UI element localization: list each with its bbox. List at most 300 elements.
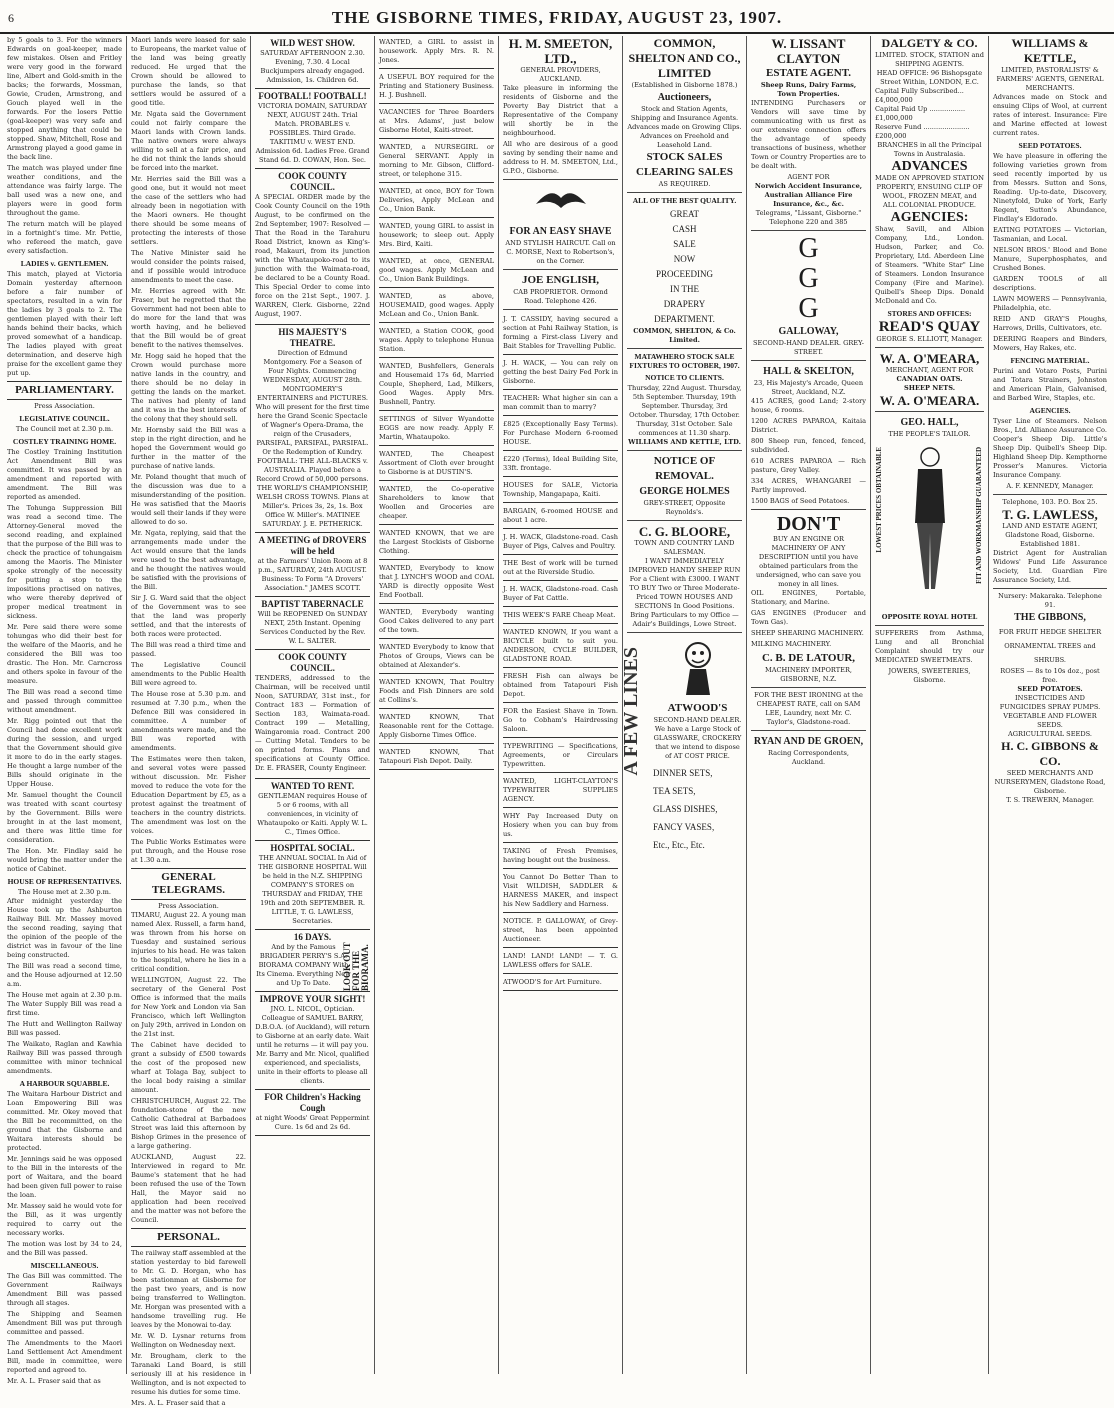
- article-paragraph: The return match will be played in a fortnight's time. Mr. Pettie, who refereed the match, gave every satisfaction.: [7, 220, 122, 255]
- classified-ad: TEACHER: What higher sin can a man commit than to marry?: [503, 392, 618, 416]
- classified-ad: FRESH Fish can always be obtained from Tatapouri Fish Depot.: [503, 670, 618, 703]
- article-paragraph: The Bill was read a second time and passed through committee without amendment.: [7, 688, 122, 714]
- classified-ad: WANTED Everybody to know that Photos of Groups, Views can be obtained at Alexander's.: [379, 641, 494, 674]
- advertisement-biorama: [255, 930, 370, 992]
- article-paragraph: The Amendments to the Maori Land Settlement Act Amendment Bill, made in committee, were reported and agreed to.: [7, 1339, 122, 1374]
- great-cash-word: NOW: [673, 254, 696, 264]
- classified-ad: ATWOOD'S for Art Furniture.: [503, 976, 618, 991]
- column-8: [871, 36, 989, 1374]
- section-heading: A HARBOUR SQUABBLE.: [19, 1079, 110, 1088]
- article-paragraph: Mr. Samuel thought the Council was treated with scant courtesy by the Government. Bills were brought in at the last moment, and there was little time for consideration.: [7, 791, 122, 844]
- paid-line: Capital Paid Up .................£1,000,000: [875, 105, 966, 122]
- nursery-line: Nursery: Makaraka. Telephone 91.: [998, 592, 1102, 609]
- atwood-body: We have a Large Stock of GLASSWARE, CROCKERY that we intend to dispose of AT COST PRICE.: [653, 725, 742, 760]
- ad-body: at the Farmers' Union Room at 8 p.m., SATURDAY, 24th AUGUST. Business: To Form "A Drovers' Association." JAMES SCOTT.: [257, 557, 368, 592]
- article-paragraph: The Estimates were then taken, and several votes were passed without discussion. Mr. Fisher moved to reduce the vote for the Education Department by £5, as a protest against the treatment of teachers in the country districts. The amendment was lost on the voices.: [131, 755, 246, 835]
- classified-list: [503, 313, 618, 991]
- section-heading: MISCELLANEOUS.: [30, 1261, 99, 1270]
- bird-illustration-icon: [531, 184, 591, 220]
- seed-potatoes-line: SEED POTATOES.: [1017, 685, 1083, 693]
- divider: [875, 411, 984, 412]
- biorama-vertical-text: LOOK OUT FOR THE BIORAMA.: [342, 942, 370, 991]
- columns: [3, 36, 1111, 1407]
- williams-kettle-line: WILLIAMS AND KETTLE, LTD.: [628, 438, 741, 446]
- product-line: GARDEN TOOLS of all descriptions.: [993, 275, 1107, 292]
- notice-removal-title: NOTICE OF REMOVAL.: [653, 455, 716, 482]
- land-price-list: [751, 397, 866, 506]
- classified-ad: VACANCIES for Three Boarders at Mrs. Adams', just below Gisborne Hotel, Kaiti-street.: [379, 106, 494, 139]
- lissant-clayton-title: W. LISSANT CLAYTON: [771, 36, 846, 66]
- land-price-item: 800 Sheep run, fenced, fenced, subdivided.: [751, 437, 866, 454]
- advertisement: [255, 992, 370, 1090]
- classified-ad: WANTED, at once, BOY for Town Deliveries, Apply McLean and Co., Union Bank.: [379, 185, 494, 218]
- article-paragraph: The Shipping and Seamen Amendment Bill was put through committee and passed.: [7, 1310, 122, 1336]
- classified-ad: J. T. CASSIDY, having secured a section at Pahi Railway Station, is forming a First-class Livery and Bait Stables for Travelling Public.: [503, 313, 618, 355]
- classified-ad: FOR the Easiest Shave in Town. Go to Cobham's Hairdressing Saloon.: [503, 705, 618, 738]
- classified-ad: THE Best of work will be turned out at the Riverside Studio.: [503, 557, 618, 581]
- machinery-line: OIL ENGINES, Portable, Stationary, and Marine.: [751, 589, 866, 606]
- advertisement: [255, 650, 370, 779]
- advertisement: [255, 597, 370, 650]
- classified-ad: J. H. WACK, — You can rely on getting the best Dairy Fed Pork in Gisborne.: [503, 357, 618, 390]
- dont-heading: DON'T: [776, 513, 841, 535]
- article-paragraph: Mr. Herries agreed with Mr. Fraser, but he regretted that the Government had not been able to do more for the land that was worth having, and he believed that the Bill would be of great benefit to the natives themselves.: [131, 287, 246, 349]
- newspaper-title: THE GISBORNE TIMES, FRIDAY, AUGUST 23, 1907.: [331, 8, 783, 27]
- press-association-line: Press Association.: [34, 402, 95, 410]
- galloway-g-letters: G G G: [798, 233, 819, 324]
- article-paragraph: Mr. Herries said the Bill was a good one, but it would not meet the case of the settlers who had already been in negotiation with the Maori owners. He thought there should be some means of protecting the interests of those settlers.: [131, 175, 246, 246]
- lawless-title: T. G. LAWLESS,: [1002, 507, 1098, 522]
- ad-title: COOK COUNTY COUNCIL.: [278, 652, 347, 673]
- omeara-sub: MERCHANT, AGENT FOR: [885, 366, 974, 374]
- clearing-sales-heading: CLEARING SALES: [636, 166, 733, 178]
- shave-body: AND STYLISH HAIRCUT. Call on C. MORSE, Next to Robertson's, on the Corner.: [505, 239, 616, 265]
- matawhero-clients: NOTICE TO CLIENTS.: [645, 373, 724, 382]
- divider: [751, 360, 866, 361]
- advertisement: [255, 169, 370, 325]
- ad-title: WANTED TO RENT.: [270, 781, 355, 791]
- agricultural-seeds-line: AGRICULTURAL SEEDS.: [1007, 730, 1092, 738]
- classified-ad: WANTED, young GIRL to assist in housework; to sleep out. Apply Mrs. Bird, Kaiti.: [379, 220, 494, 253]
- dont-body: BUY AN ENGINE OR MACHINERY OF ANY DESCRIPTION until you have obtained particulars from the undersigned, who can save you money in all lines.: [756, 535, 861, 588]
- reserve-line: Reserve Fund ......................£200,000: [875, 123, 970, 140]
- divider: [751, 509, 866, 510]
- classified-ad: TAKING of Fresh Premises, having bought out the business.: [503, 845, 618, 869]
- column-9: [989, 36, 1111, 1374]
- seed-heading: SEED POTATOES.: [1018, 141, 1082, 150]
- section-heading-general-telegrams: GENERAL TELEGRAMS.: [131, 868, 246, 900]
- section-heading: HOUSE OF REPRESENTATIVES.: [7, 877, 122, 886]
- article-paragraph: The Bill was read a third time and passed.: [131, 641, 246, 658]
- stock-sales-heading: STOCK SALES: [646, 151, 723, 163]
- article-paragraph: Mr. Ngata, replying, said that the arrangements made under the Act would ensure that the lands were used to the best advantage, and he thought the natives would be satisfied with the provisions of the Bill.: [131, 529, 246, 591]
- divider: [751, 230, 866, 231]
- galloway-sub: SECOND-HAND DEALER. GREY-STREET.: [753, 339, 864, 356]
- estate-sub: Sheep Runs, Dairy Farms, Town Properties.: [760, 81, 857, 98]
- great-cash-word: PROCEEDING: [655, 269, 713, 279]
- product-line: LAWN MOWERS — Pennsylvania, Philadelphia, etc.: [993, 295, 1107, 312]
- stores-heading: STORES AND OFFICES:: [887, 309, 972, 318]
- ad-title: FOR Children's Hacking Cough: [264, 1092, 361, 1113]
- ad-title: HOSPITAL SOCIAL.: [270, 843, 355, 853]
- article-paragraph: Mr. A. L. Fraser said that as: [7, 1377, 101, 1385]
- norwich-line: Norwich Accident Insurance,: [754, 182, 863, 190]
- atwood-line: TEA SETS,: [653, 786, 696, 796]
- classified-ad: WANTED KNOWN, If you want a BICYCLE built to suit you. ANDERSON, CYCLE BUILDER, GLADSTONE ROAD.: [503, 626, 618, 668]
- geo-hall-title: GEO. HALL,: [900, 417, 959, 428]
- lowest-prices-vertical: LOWEST PRICES OBTAINABLE: [875, 447, 883, 553]
- advertisement: [255, 89, 370, 169]
- omeara-footer: W. A. O'MEARA.: [879, 393, 980, 408]
- divider: [503, 179, 618, 180]
- column-7: [747, 36, 871, 1374]
- smeeton-sub: GENERAL PROVIDERS, AUCKLAND.: [520, 66, 601, 83]
- atwood-line: FANCY VASES,: [653, 822, 715, 832]
- classified-ad: WANTED, as above, HOUSEMAID, good wages. Apply McLean and Co., Union Bank.: [379, 290, 494, 323]
- smeeton-body: Take pleasure in informing the residents of Gisborne and the Poverty Bay District that a Representative of the Company will shortly be in the neighbourhood.: [503, 84, 618, 137]
- classified-ad: WANTED, a NURSEGIRL or General SERVANT. Apply in morning to Mr. Gibson, Clifford-street, or telephone 315.: [379, 141, 494, 183]
- article-paragraph: The Hutt and Wellington Railway Bill was passed.: [7, 1020, 122, 1037]
- subheading: The Council met at 2.30 p.m.: [15, 425, 114, 433]
- article-paragraph: The Gas Bill was committed. The Government Railways Amendment Bill was passed through all stages.: [7, 1272, 122, 1307]
- classified-ad: J. H. WACK, Gladstone-road. Cash Buyer of Pigs, Calves and Poultry.: [503, 531, 618, 555]
- ad-body: JNO. L. NICOL, Optician. Colleague of SAMUEL BARRY, D.B.O.A. (of Auckland), will return to Gisborne at an early date. Wait until he returns — it will pay you. Mr. Barry and Mr. Nicol, qualified experienced, and specialists, unite in their efforts to please all clients.: [255, 1005, 370, 1085]
- great-cash-word: DRAPERY: [663, 299, 706, 309]
- quality-line: ALL OF THE BEST QUALITY.: [632, 196, 737, 205]
- article-paragraph: Mr. Rigg pointed out that the Council had done excellent work during the session, and urged that the Government should give it more to do in the early stages. He thought a large number of the Bills should originate in the Upper House.: [7, 717, 122, 788]
- ad-title: FOOTBALL! FOOTBALL!: [258, 91, 367, 101]
- advertisement: [255, 841, 370, 930]
- article-paragraph: AUCKLAND, August 22. Interviewed in regard to Mr. Baume's statement that he had been refused the use of the Town Hall, the Mayor said no application had been received and the matter was not before the Council.: [131, 1153, 246, 1224]
- atwood-ad: [620, 637, 742, 937]
- smeeton-name: H. M. SMEETON, LTD.,: [508, 36, 613, 66]
- ad-body: Direction of Edmund Montgomery. For a Season of Four Nights. Commencing WEDNESDAY, AUGUST 28th. MONTGOMERY'S ENTERTAINERS and PICTURES. Who will present for the first time here the Grand Scenic Spectacle of Wagner's Opera-Drama, the reign of the Crusaders, PARSIFAL, PARSIFAL, PARSIFAL. Or the Redemption of Kundry. FOOTBALL: THE ALL-BLACKS v. AUSTRALIA. Played before a Record Crowd of 50,000 persons. THE WORLD'S CHAMPIONSHIP, WELSH CROSS TOWNS. Plans at Miller's. Prices 3s, 2s, 1s. Box Office W. Miller's. MATINEE SATURDAY. J. E. PETHERICK.: [255, 349, 370, 528]
- machinery-line: MILKING MACHINERY.: [751, 640, 832, 648]
- divider: [627, 192, 742, 193]
- williams-kettle-sub: LIMITED, PASTORALISTS' & FARMERS' AGENTS, GENERAL MERCHANTS.: [996, 66, 1104, 92]
- canadian-oats: CANADIAN OATS.: [896, 375, 963, 383]
- great-cash-word: IN THE: [669, 284, 700, 294]
- english-body: CAB PROPRIETOR. Ormond Road. Telephone 426.: [513, 288, 608, 305]
- product-line: NELSON BROS.' Blood and Bone Manure, Superphosphates, and Crushed Bones.: [993, 246, 1107, 272]
- ad-body: GENTLEMAN requires House of 5 or 6 rooms, with all conveniences, in vicinity of Whataupoko or Kaiti. Apply W. L. C., Times Office.: [257, 792, 368, 836]
- geo-hall-sub: THE PEOPLE'S TAILOR.: [888, 430, 971, 438]
- classified-ad: £825 (Exceptionally Easy Terms). For Purchase Modern 6-roomed HOUSE.: [503, 418, 618, 451]
- a-few-lines-vertical: A FEW LINES: [620, 647, 642, 776]
- holmes-name: GEORGE HOLMES: [639, 486, 730, 497]
- reads-quay-heading: READ'S QUAY: [878, 319, 981, 335]
- omeara-title: W. A. O'MEARA,: [879, 351, 980, 366]
- divider: [627, 348, 742, 349]
- great-cash-sale-list: [627, 207, 742, 327]
- hc-gibbons-sub: SEED MERCHANTS AND NURSERYMEN, Gladstone Road, Gisborne.: [994, 769, 1106, 795]
- article-paragraph: TIMARU, August 22. A young man named Alex. Russell, a farm hand, was thrown from his horse on Tuesday and sustained serious injuries to his head. He was taken to the hospital, where he lies in a critical condition.: [131, 911, 246, 973]
- asthma-ad: SUFFERERS from Asthma, Lung and all Bronchial Complaint should try our MEDICATED SWEETMEATS.: [875, 629, 984, 664]
- section-heading-parliamentary: PARLIAMENTARY.: [7, 381, 122, 400]
- classified-ad: WANTED, a Station COOK, good wages. Apply to telephone Hunua Station.: [379, 325, 494, 358]
- galloway-title: GALLOWAY,: [778, 326, 839, 337]
- matawhero-body: Thursday, 22nd August. Thursday, 5th September. Thursday, 19th September. Thursday, 3rd October. Thursday, 17th October. Thursday, 31st October. Sale commences at 11.30 sharp.: [627, 384, 742, 437]
- agencies-body: Tyser Line of Steamers. Nelson Bros., Ltd. Alliance Assurance Co. Cooper's Sheep Dip. Little's Sheep Dip. Quibell's Sheep Dip. Highland Sheep Dip. Kempthorne Prosser's Manures. Victoria Insurance Company.: [993, 417, 1107, 479]
- fruit-trees-line: FOR FRUIT HEDGE SHELTER ORNAMENTAL TREES and SHRUBS.: [998, 628, 1102, 664]
- tailor-ad: [875, 443, 984, 613]
- telegrams-line: Telegrams, "Lissant, Gisborne." Telephone 220 and 385: [755, 209, 862, 226]
- subheading: The House met at 2.30 p.m.: [17, 888, 111, 896]
- ad-body: And by the Famous BRIGADIER PERRY'S S.A. BIORAMA COMPANY With Its Cinema. Everything New and Up To Date.: [256, 943, 351, 987]
- ryan-degroen-sub: Racing Correspondents, Auckland.: [768, 749, 849, 766]
- article-paragraph: Mr. Brougham, clerk to the Taranaki Land Board, is still seriously ill at his residence in Wellington, and is not expected to resume his duties for some time.: [131, 1352, 246, 1396]
- article-paragraph: Sir J. G. Ward said that the object of the Government was to see that the land was properly settled, and that the interests of both races were protected.: [131, 594, 246, 638]
- ad-body: Will be REOPENED On SUNDAY NEXT, 25th Instant. Opening Services Conducted by the Rev. W. L. SALTER.: [257, 610, 368, 645]
- established-line: (Established in Gisborne 1878.): [631, 81, 738, 89]
- article-paragraph: The match was played under fine weather conditions, and the attendance was fairly large. The ball used was a new one, and players were in good form throughout the game.: [7, 164, 122, 217]
- common-shelton-footer: COMMON, SHELTON, & Co. Limited.: [633, 327, 736, 344]
- fencing-body: Purini and Votaro Posts, Purini and Totara Strainers, Johnston and American Plain, Galvanised, and Barbed Wire, Staples, etc.: [993, 367, 1107, 402]
- lawless-sub: LAND AND ESTATE AGENT, Gladstone Road, Gisborne. Established 1881.: [1002, 522, 1098, 548]
- classified-ad: J. H. WACK, Gladstone-road. Cash Buyer of Fat Cattle.: [503, 583, 618, 607]
- section-heading: LEGISLATIVE COUNCIL.: [19, 414, 110, 423]
- article-paragraph: by 5 goals to 3. For the winners Edwards on goal-keeper, made few mistakes. Olsen and Fritley were very good in the forward line, Albert and Gold-smith in the backs; the forwards, Mossman, Gowie, Cruden, Armstrong, and Gouch played well in the forwards. For the losers Pettie (goal-keeper) was very safe and stopped anything that could be stopped. Shaw, Mitchell, Rose and Armstrong played a good game in the back line.: [7, 36, 122, 161]
- common-shelton-title: COMMON, SHELTON AND CO., LIMITED: [628, 36, 741, 80]
- classified-ad: £220 (Terms), Ideal Building Site, 33ft. frontage.: [503, 453, 618, 477]
- divider: [993, 494, 1107, 495]
- classified-ad: WANTED, Everybody to know that J. LYNCH'S WOOD and COAL YARD is directly opposite West End Football.: [379, 562, 494, 604]
- column-6: [620, 36, 747, 1374]
- classified-ad: WANTED, the Co-operative Shareholders to know that Woollen and Groceries are cheaper.: [379, 483, 494, 525]
- article-paragraph: The Bill was read a second time, and the House adjourned at 12.50 a.m.: [7, 962, 122, 988]
- article-paragraph: The Waikato, Raglan and Kawhia Railway Bill was passed through committee with minor technical amendments.: [7, 1040, 122, 1075]
- ad-body: at night Woods' Great Peppermint Cure. 1s 6d and 2s 6d.: [255, 1114, 370, 1131]
- classified-ad: SETTINGS of Silver Wyandotte EGGS are now ready. Apply F. Martin, Whataupoko.: [379, 413, 494, 446]
- ad-title: COOK COUNTY COUNCIL.: [278, 171, 347, 192]
- classified-list: [379, 36, 494, 770]
- agent-for: AGENT FOR: [787, 173, 830, 181]
- smeeton-body: All who are desirous of a good saving by sending their name and address to H. M. SMEETON, Ltd., G.P.O., Gisborne.: [503, 140, 618, 175]
- roses-line: ROSES — 8s to 10s doz., post free.: [1000, 667, 1100, 684]
- divider: [875, 347, 984, 348]
- great-cash-word: DEPARTMENT.: [654, 314, 715, 324]
- hall-skelton-sub: 23, His Majesty's Arcade, Queen Street, Auckland, N.Z.: [753, 379, 864, 396]
- shave-title: FOR AN EASY SHAVE: [509, 226, 612, 237]
- article-paragraph: The Costley Training Institution Act Amendment Bill was committed. It was passed by an amendment and reported with amendment. The Bill was reported as amended.: [7, 448, 122, 501]
- article-paragraph: The House met again at 2.30 p.m. The Water Supply Bill was read a first time.: [7, 991, 122, 1017]
- classified-ad: WANTED, at once, GENERAL good wages. Apply McLean and Co., Union Bank Buildings.: [379, 255, 494, 288]
- column-2: [127, 36, 251, 1407]
- article-paragraph: The Cabinet have decided to grant a subsidy of £500 towards the cost of the proposed new wharf at Tolaga Bay, subject to the local body raising a similar amount.: [131, 1041, 246, 1094]
- section-heading: COSTLEY TRAINING HOME.: [12, 437, 117, 446]
- article-paragraph: Mr. Pere said there were some tohungas who did their best for the welfare of the Maoris, and he considered the Bill was too drastic. The Hon. Mr. Carncross and others spoke in favour of the measure.: [7, 623, 122, 685]
- lawless-body: District Agent for Australian Widows' Fund Life Assurance Society, Ltd. Guardian Fire Assurance Society, Ltd.: [993, 549, 1107, 584]
- hall-skelton-title: HALL & SKELTON,: [763, 366, 854, 377]
- advertisement: [255, 36, 370, 89]
- vegetable-seeds-line: VEGETABLE AND FLOWER SEEDS.: [1003, 712, 1097, 729]
- divider: [503, 269, 618, 270]
- classified-ad: LAND! LAND! LAND! — T. G. LAWLESS offers for SALE.: [503, 950, 618, 974]
- machinery-line: GAS ENGINES (Producer and Town Gas).: [751, 609, 866, 626]
- classified-ad: WANTED KNOWN, that we are the Largest Stockists of Gisborne Clothing.: [379, 527, 494, 560]
- ad-title: 16 DAYS.: [293, 932, 332, 942]
- divider: [627, 450, 742, 451]
- fencing-heading: FENCING MATERIAL.: [1010, 356, 1090, 365]
- great-cash-word: CASH: [672, 224, 697, 234]
- divider: [627, 632, 742, 633]
- advertisement: [255, 779, 370, 841]
- character-illustration-icon: [668, 637, 728, 697]
- article-paragraph: CHRISTCHURCH, August 22. The foundation-stone of the new Catholic Cathedral at Barbadoes Street was laid this afternoon by Bishop Grimes in the presence of a large gathering.: [131, 1097, 246, 1150]
- divider: [875, 625, 984, 626]
- section-heading-personal: PERSONAL.: [131, 1228, 246, 1247]
- insecticides-line: INSECTICIDES AND FUNGICIDES SPRAY PUMPS.: [999, 694, 1101, 711]
- telephone-line: Telephone, 103. P.O. Box 25.: [1002, 498, 1098, 506]
- machinery-line: SHEEP SHEARING MACHINERY.: [751, 629, 864, 637]
- ad-body: TENDERS, addressed to the Chairman, will be received until Noon, SATURDAY, 31st inst., for Contract 183 — Formation of Section 183, Waimata-road. Contract 199 — Metalling, Waingaromia road. Contract 200 — Cutting Metal. Tenders to be on printed forms. Plans and specifications at County Office. Dr. E. FRASER, County Engineer.: [255, 674, 370, 772]
- page-number: 6: [8, 10, 15, 25]
- article-paragraph: The Legislative Council amendments to the Public Health Bill were agreed to.: [131, 661, 246, 687]
- seed-body: We have pleasure in offering the following varieties grown from seed recently imported by us from Messrs. Sutton and Sons, Reading. Up-to-date, Discovery, Ninetyfold, Duke of York, Early Regent, Sutton's Abundance, Findlay's Eldorado.: [993, 152, 1107, 223]
- bloore-title: C. G. BLOORE,: [638, 524, 731, 539]
- ad-body: A SPECIAL ORDER made by the Cook County Council on the 19th August, to be confirmed on the 2nd September, 1907: Resolved — That the Road in the Tarahuru Road District, known as King's-road, Makauri, from its junction with the Whataupoko-road to its junction with the Waimata-road, be declared to be a County Road. This Special Order to come into force on the 21st Sept., 1907. J. WARREN, Clerk. Gisborne, 22nd August, 1907.: [255, 193, 370, 318]
- ad-body: THE ANNUAL SOCIAL In Aid of THE GISBORNE HOSPITAL Will be held in the N.Z. SHIPPING COMPANY'S STORES on THURSDAY and FRIDAY, THE 19th and 20th SEPTEMBER. R. LITTLE, T. G. LAWLESS, Secretaries.: [258, 854, 367, 925]
- divider: [751, 730, 866, 731]
- ad-title: IMPROVE YOUR SIGHT!: [259, 994, 366, 1004]
- ironing-ad: FOR THE BEST IRONING at the CHEAPEST RATE, call on SAM LEE, Laundry, next Mr. C. Taylor's, Gladstone-road.: [754, 691, 863, 726]
- atwood-sub: SECOND-HAND DEALER.: [653, 716, 742, 724]
- masthead: [0, 4, 1114, 34]
- classified-ad: WANTED, Everybody wanting Good Cakes delivered to any part of the town.: [379, 606, 494, 639]
- classified-ad: WANTED, Bushfellers, Generals and Housemaid 17s 6d, Married Couple, Shepherd, Lad, Milkers, Good Wages. Apply Mrs. Bushnell, Pantry.: [379, 360, 494, 411]
- atwood-line: Etc., Etc., Etc.: [653, 840, 705, 850]
- atwood-title: ATWOOD'S: [667, 702, 728, 714]
- article-paragraph: The Waitara Harbour District and Loan Empowering Bill was committed. Mr. Okey moved that the Bill be recommitted, on the ground that the Gisborne and Waitara interests should be protected.: [7, 1090, 122, 1152]
- sheep-nets: SHEEP NETS.: [903, 384, 956, 392]
- advertisement: [255, 1090, 370, 1136]
- section-heading: LADIES v. GENTLEMEN.: [20, 259, 109, 268]
- article-paragraph: The Native Minister said he would consider the points raised, and if possible would introduce amendments to meet the case.: [131, 249, 246, 284]
- dalgety-title: DALGETY & CO.: [881, 36, 978, 50]
- article-paragraph: Mrs. A. L. Fraser said that a: [131, 1399, 226, 1407]
- press-association-line: Press Association.: [158, 902, 219, 910]
- land-price-item: 415 ACRES, good Land; 2-story house, 6 rooms.: [751, 397, 866, 414]
- agencies-body: Shaw, Savill, and Albion Company, Ltd., London. Hudson, Parker, and Co. Proprietary, Ltd. Aberdeen Line of Steamers. "White Star" Line of Steamers. London Insurance Company (Fire and Marine). Quibell's Sheep Dips. Donald McDonald and Co.: [875, 225, 984, 305]
- article-paragraph: WELLINGTON, August 22. The secretary of the General Post Office is informed that the mails for New York and London via San Francisco, which left Wellington on July 29th, arrived in London on the 21st inst.: [131, 976, 246, 1038]
- atwood-line: DINNER SETS,: [653, 768, 713, 778]
- australian-alliance-line: Australian Alliance Fire Insurance, &c., &c.: [764, 191, 853, 208]
- article-paragraph: Mr. Jennings said he was opposed to the Bill in the interests of the port of Waitara, and the board had been given full power to raise the loan.: [7, 1155, 122, 1199]
- delatour-sub: MACHINERY IMPORTER, GISBORNE, N.Z.: [764, 666, 853, 683]
- classified-ad: HOUSES for SALE, Victoria Township, Mangapapa, Kaiti.: [503, 479, 618, 503]
- agencies-heading: AGENCIES.: [1029, 406, 1071, 415]
- article-paragraph: The Tohunga Suppression Bill was read a second time. The Attorney-General moved the second reading, and explained that the purpose of the Bill was to check the practice of tohungaism among the Maoris. The Minister spoke strongly of the necessity for putting a stop to the impositions practised on natives, who were thereby deprived of proper medical treatment in sickness.: [7, 504, 122, 620]
- classified-ad: WANTED, a GIRL to assist in housework. Apply Mrs. R. N. Jones.: [379, 36, 494, 69]
- delatour-title: C. B. DE LATOUR,: [761, 652, 856, 664]
- estate-agent-heading: ESTATE AGENT.: [766, 67, 851, 79]
- land-price-item: 610 ACRES PAPAROA — Rich pasture, Grey Valley.: [751, 457, 866, 474]
- trewern-line: T. S. TREWERN, Manager.: [1006, 796, 1094, 804]
- capital-line: Capital Fully Subscribed...£4,000,000: [875, 87, 964, 104]
- classified-ad: WANTED KNOWN, That Tatapouri Fish Depot. Daily.: [379, 746, 494, 770]
- article-paragraph: Maori lands were leased for sale to Europeans, the market value of the land was being greatly reduced. He urged that the Crown should be allowed to purchase the lands, so that settlers would be assured of a good title.: [131, 36, 246, 107]
- classified-ad: BARGAIN, 6-roomed HOUSE and about 1 acre.: [503, 505, 618, 529]
- great-cash-word: SALE: [673, 239, 696, 249]
- classified-ad: NOTICE. P. GALLOWAY, of Grey-street, has been appointed Auctioneer.: [503, 915, 618, 948]
- column-4: [375, 36, 499, 1374]
- as-required-line: AS REQUIRED.: [658, 180, 711, 188]
- classified-ad: WANTED KNOWN, That Poultry Foods and Fish Dinners are sold at Collins's.: [379, 676, 494, 709]
- branches-line: BRANCHES in all the Principal Towns in Australasia.: [877, 141, 982, 158]
- article-paragraph: The motion was lost by 34 to 24, and the Bill was passed.: [7, 1240, 122, 1257]
- auctioneers-heading: Auctioneers,: [657, 92, 712, 103]
- column-5: [499, 36, 623, 1374]
- land-price-item: 1200 ACRES PAPAROA, Kaitaia District.: [751, 417, 866, 434]
- article-paragraph: The Hon. Mr. Findlay said he would bring the matter under the notice of Cabinet.: [7, 847, 122, 873]
- article-paragraph: The railway staff assembled at the station yesterday to bid farewell to Mr. G. D. Horgan, who has been stationman at Gisborne for the past two years, and is now being transferred to Wellington. Mr. Horgan was presented with a handsome travelling rug. He leaves by the Monowai to-day.: [131, 1249, 246, 1329]
- advertisement: [255, 325, 370, 533]
- atwood-line: GLASS DISHES,: [653, 804, 718, 814]
- article-paragraph: Mr. Poland thought that much of the discussion was due to a misunderstanding of the position. He was satisfied that the Maoris would sell their lands if they were allowed to do so.: [131, 473, 246, 526]
- classified-ad: TYPEWRITING — Specifications, Agreements, or Circulars Typewritten.: [503, 740, 618, 773]
- advances-body: MADE ON APPROVED STATION PROPERTY, ENSUING CLIP OF WOOL, FROZEN MEAT, and ALL COLONIAL PRODUCE.: [875, 174, 984, 209]
- article-paragraph: Mr. Hogg said he hoped that the Crown would purchase more native lands in the country, and there should be no delay in getting the lands on the market. The natives had plenty of land and it was in the best interests of the colony that they should sell.: [131, 352, 246, 423]
- article-paragraph: Mr. Ngata said the Government could not fairly compare the Maori lands with Crown lands. The native owners were always willing to sell at a fair price, and he did not think the lands should be forced into the market.: [131, 110, 246, 172]
- manager-line: A. F. KENNEDY, Manager.: [1006, 482, 1094, 490]
- gibbons-title: THE GIBBONS,: [1014, 612, 1086, 623]
- great-cash-word: GREAT: [670, 209, 699, 219]
- ad-title: WILD WEST SHOW.: [270, 38, 355, 48]
- classified-ad: WANTED, LIGHT-CLAYTON'S TYPEWRITER SUPPLIES AGENCY.: [503, 775, 618, 808]
- agencies-heading: AGENCIES:: [890, 210, 969, 225]
- column-3: [251, 36, 375, 1374]
- divider: [993, 588, 1107, 589]
- ryan-degroen-title: RYAN AND DE GROEN,: [753, 736, 864, 747]
- hc-gibbons-title: H. C. GIBBONS & CO.: [1001, 739, 1099, 768]
- dalgety-office: HEAD OFFICE: 96 Bishopsgate Street Within, LONDON, E.C.: [876, 69, 983, 86]
- product-line: REID AND GRAY'S Ploughs, Harrows, Drills, Cultivators, etc.: [993, 315, 1107, 332]
- ad-body: VICTORIA DOMAIN, SATURDAY NEXT, AUGUST 24th. Trial Match. PROBABLES v. POSSIBLES. Third Grade. TAKITIMU v. WEST END. Admission 6d. Ladies Free. Grand Stand 6d. D. COWAN, Hon. Sec.: [255, 102, 370, 164]
- bloore-body: I WANT IMMEDIATELY IMPROVED HANDY SHEEP RUN For a Client with £3000. I WANT TO BUY Two or Three Moderate-Priced TOWN HOUSES AND SECTIONS In Good Positions. Bring Particulars to my Office — Adair's Buildings, Lowe Street.: [628, 557, 741, 628]
- article-paragraph: Mr. Hornsby said the Bill was a step in the right direction, and he hoped the Government would go further in the matter of the purchase of native lands.: [131, 426, 246, 470]
- article-paragraph: After midnight yesterday the House took up the Ashburton Railway Bill. Mr. Massey moved the second reading, saying that the opinion of the people of the district was in favour of the line being constructed.: [7, 897, 122, 959]
- atwood-lines: [653, 765, 742, 853]
- ad-title: A MEETING of DROVERS will be held: [258, 535, 367, 556]
- product-line: DEERING Reapers and Binders, Mowers, Hay Rakes, etc.: [993, 335, 1107, 352]
- jowers-line: JOWERS, SWEETERIES, Gisborne.: [888, 667, 971, 684]
- english-title: JOE ENGLISH,: [521, 274, 600, 286]
- classified-ad: WHY Pay Increased Duty on Hosiery when you can buy from us.: [503, 810, 618, 843]
- land-price-item: 1500 BAGS of Seed Potatoes.: [751, 497, 850, 505]
- divider: [503, 309, 618, 310]
- classified-ad: A USEFUL BOY required for the Printing and Stationery Business. H. J. Bushnell.: [379, 71, 494, 104]
- opposite-royal-hotel: OPPOSITE ROYAL HOTEL: [881, 613, 978, 621]
- advances-heading: ADVANCES: [891, 159, 968, 174]
- classified-ad: You Cannot Do Better Than to Visit WILDISH, SADDLER & HARNESS MAKER, and inspect his New Saddlery and Harness.: [503, 871, 618, 913]
- article-paragraph: The House rose at 5.30 p.m. and resumed at 7.30 p.m., when the Defence Bill was considered in committee. A number of amendments were made, and the Bill was reported with amendments.: [131, 690, 246, 752]
- divider: [627, 520, 742, 521]
- ad-title: HIS MAJESTY'S THEATRE.: [278, 327, 347, 348]
- classified-ad: THIS WEEK'S FARE Cheap Meat.: [503, 609, 618, 624]
- ad-body: SATURDAY AFTERNOON 2.30. Evening, 7.30. 4 Local Buckjumpers already engaged. Admission, 1s. Children 6d.: [260, 49, 365, 84]
- article-paragraph: Mr. W. D. Lysnar returns from Wellington on Wednesday next.: [131, 1332, 246, 1349]
- williams-kettle-body: Advances made on Stock and ensuing Clips of Wool, at current rates of interest. Insurance: Fire and Marine effected at lowest current rates.: [993, 93, 1107, 137]
- williams-kettle-title: WILLIAMS & KETTLE,: [1011, 36, 1089, 65]
- reads-sub: GEORGE S. ELLIOTT, Manager.: [876, 335, 983, 343]
- matawhero-title: MATAWHERO STOCK SALE FIXTURES TO OCTOBER, 1907.: [629, 352, 740, 370]
- product-line: EATING POTATOES — Victorian, Tasmanian, and Local.: [993, 226, 1107, 243]
- classified-ad: WANTED KNOWN, That Reasonable rent for the Cottage. Apply Gisborne Times Office.: [379, 711, 494, 744]
- bloore-sub: TOWN AND COUNTRY LAND SALESMAN.: [634, 539, 735, 556]
- dalgety-sub: LIMITED. STOCK, STATION and SHIPPING AGENTS.: [875, 51, 984, 68]
- ad-title: BAPTIST TABERNACLE: [261, 599, 364, 609]
- estate-body: INTENDING Purchasers or Vendors will save time by communicating with us first as our extensive connection offers the advantage of speedy transactions of business, whether Town or Country Properties are to be dealt with.: [751, 99, 866, 170]
